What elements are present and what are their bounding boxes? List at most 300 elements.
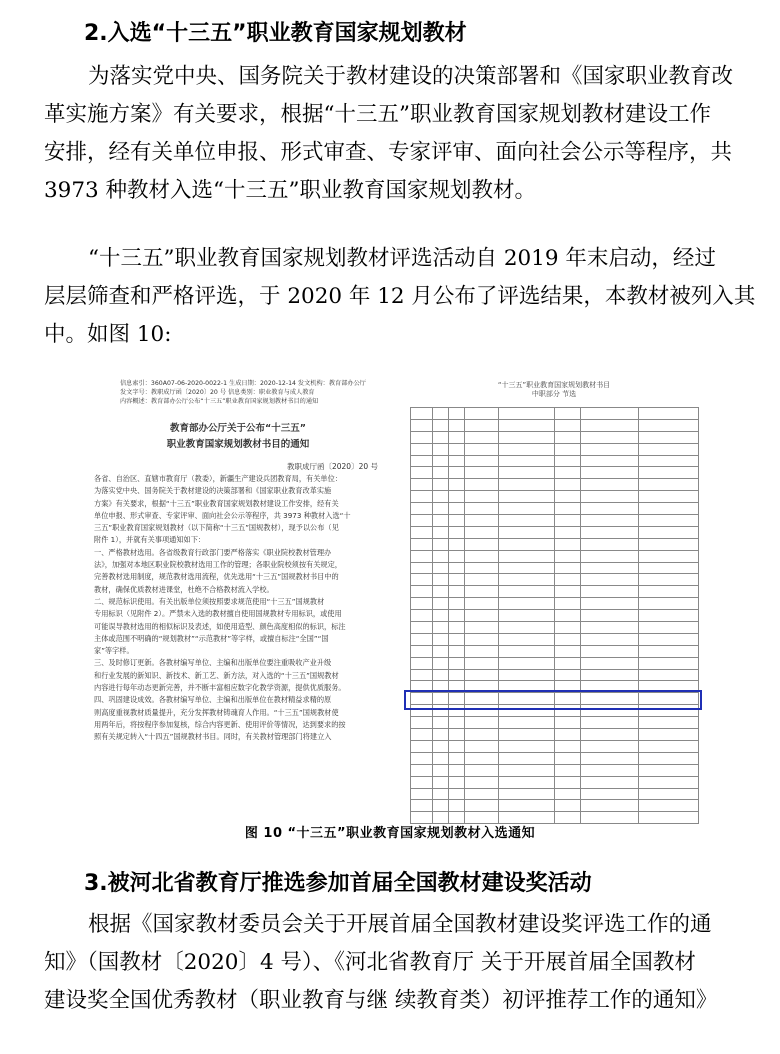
- table-cell: [465, 729, 499, 741]
- table-cell: [433, 503, 449, 515]
- table-cell: [639, 622, 699, 634]
- table-cell: [581, 633, 639, 645]
- table-cell: [639, 431, 699, 443]
- body-line: 单位申报、形式审查、专家评审、面向社会公示等程序，共 3973 种教材入选“十: [94, 510, 351, 520]
- notice-title-line-1: 教育部办公厅关于公布“十三五”: [170, 423, 306, 434]
- table-cell: [449, 550, 465, 562]
- body-line: 则高度重视教材质量提升，充分发挥教材铸魂育人作用。“十三五”国规教材使: [94, 707, 339, 717]
- section-3-heading: 3.被河北省教育厅推选参加首届全国教材建设奖活动: [84, 871, 592, 896]
- table-cell: [465, 669, 499, 681]
- list-title: “十三五”职业教育国家规划教材书目: [497, 381, 611, 389]
- table-cell: [639, 669, 699, 681]
- table-cell: [639, 550, 699, 562]
- table-cell: [639, 740, 699, 752]
- table-cell: [581, 479, 639, 491]
- table-cell: [581, 776, 639, 788]
- table-row: [411, 503, 699, 515]
- table-cell: [411, 419, 433, 431]
- table-cell: [433, 467, 449, 479]
- table-cell: [465, 467, 499, 479]
- table-cell: [449, 622, 465, 634]
- table-cell: [639, 538, 699, 550]
- body-line: 照有关规定转入“十四五”国规教材书目。同时，有关教材管理部门将建立入: [94, 732, 332, 742]
- table-cell: [581, 526, 639, 538]
- table-cell: [499, 788, 555, 800]
- table-cell: [639, 491, 699, 503]
- table-cell: [449, 467, 465, 479]
- table-cell: [411, 574, 433, 586]
- table-cell: [639, 764, 699, 776]
- meta-line: 信息索引：360A07-06-2020-0022-1 生成日期：2020-12-14 发文机构：教育部办公厅: [120, 380, 366, 387]
- body-line: 家”等字样。: [94, 646, 134, 656]
- table-cell: [465, 491, 499, 503]
- table-cell: [555, 610, 581, 622]
- table-cell: [411, 800, 433, 812]
- table-cell: [499, 431, 555, 443]
- table-cell: [581, 419, 639, 431]
- table-cell: [555, 408, 581, 420]
- table-cell: [449, 419, 465, 431]
- table-cell: [639, 515, 699, 527]
- table-cell: [581, 550, 639, 562]
- table-cell: [555, 515, 581, 527]
- table-cell: [499, 526, 555, 538]
- table-cell: [411, 752, 433, 764]
- table-cell: [411, 491, 433, 503]
- table-cell: [555, 467, 581, 479]
- table-cell: [499, 717, 555, 729]
- table-cell: [581, 408, 639, 420]
- table-cell: [639, 788, 699, 800]
- table-cell: [465, 800, 499, 812]
- table-cell: [581, 443, 639, 455]
- table-cell: [639, 657, 699, 669]
- paragraph-line: 3973 种教材入选“十三五”职业教育国家规划教材。: [44, 178, 537, 203]
- table-cell: [465, 515, 499, 527]
- table-cell: [449, 633, 465, 645]
- body-line: 用两年后，将按程序参加复核，综合内容更新、使用评价等情况，达到要求的按: [94, 719, 346, 729]
- table-cell: [411, 408, 433, 420]
- table-cell: [411, 562, 433, 574]
- table-cell: [581, 503, 639, 515]
- table-cell: [639, 562, 699, 574]
- table-cell: [555, 800, 581, 812]
- meta-line: 内容概述：教育部办公厅公布“十三五”职业教育国家规划教材书目的通知: [120, 398, 319, 405]
- table-cell: [465, 610, 499, 622]
- textbook-list-screenshot: [410, 377, 698, 795]
- table-row: [411, 645, 699, 657]
- table-cell: [581, 729, 639, 741]
- table-cell: [433, 562, 449, 574]
- table-cell: [555, 550, 581, 562]
- table-cell: [555, 657, 581, 669]
- table-cell: [433, 538, 449, 550]
- table-cell: [465, 776, 499, 788]
- table-cell: [411, 586, 433, 598]
- table-cell: [555, 764, 581, 776]
- table-cell: [449, 479, 465, 491]
- table-cell: [411, 669, 433, 681]
- table-cell: [465, 574, 499, 586]
- table-row: [411, 610, 699, 622]
- table-cell: [499, 538, 555, 550]
- table-row: [411, 550, 699, 562]
- table-cell: [411, 622, 433, 634]
- table-row: [411, 657, 699, 669]
- table-cell: [411, 633, 433, 645]
- table-row: [411, 491, 699, 503]
- table-cell: [499, 574, 555, 586]
- table-cell: [499, 598, 555, 610]
- table-cell: [411, 788, 433, 800]
- table-cell: [449, 752, 465, 764]
- table-row: [411, 752, 699, 764]
- table-cell: [639, 717, 699, 729]
- table-cell: [465, 431, 499, 443]
- table-cell: [555, 503, 581, 515]
- body-line: 三五”职业教育国家规划教材（以下简称“十三五”国规教材），现予以公布（见: [94, 523, 339, 533]
- table-cell: [555, 645, 581, 657]
- table-cell: [465, 455, 499, 467]
- paragraph-line: 知》（国教材〔2020〕4 号）、《河北省教育厅 关于开展首届全国教材: [44, 950, 696, 975]
- table-cell: [411, 479, 433, 491]
- table-cell: [555, 598, 581, 610]
- table-cell: [465, 550, 499, 562]
- table-cell: [499, 479, 555, 491]
- table-cell: [499, 633, 555, 645]
- table-cell: [433, 729, 449, 741]
- table-cell: [499, 657, 555, 669]
- table-cell: [499, 752, 555, 764]
- table-cell: [433, 455, 449, 467]
- table-cell: [499, 729, 555, 741]
- table-cell: [465, 717, 499, 729]
- table-cell: [639, 408, 699, 420]
- table-cell: [639, 610, 699, 622]
- notice-body: [94, 473, 388, 744]
- table-row: [411, 574, 699, 586]
- table-cell: [433, 550, 449, 562]
- table-cell: [449, 740, 465, 752]
- table-cell: [433, 598, 449, 610]
- table-cell: [555, 526, 581, 538]
- table-cell: [433, 776, 449, 788]
- paragraph-line: 安排，经有关单位申报、形式审查、专家评审、面向社会公示等程序，共: [44, 140, 733, 165]
- table-cell: [465, 622, 499, 634]
- table-cell: [499, 467, 555, 479]
- table-cell: [449, 408, 465, 420]
- section-2-paragraph-2: [44, 240, 756, 354]
- table-cell: [639, 598, 699, 610]
- table-cell: [639, 455, 699, 467]
- table-row: [411, 729, 699, 741]
- table-cell: [465, 526, 499, 538]
- table-cell: [555, 788, 581, 800]
- table-cell: [499, 800, 555, 812]
- table-cell: [411, 645, 433, 657]
- table-row: [411, 633, 699, 645]
- table-cell: [581, 538, 639, 550]
- table-cell: [411, 729, 433, 741]
- notice-document-screenshot: [88, 377, 388, 795]
- table-cell: [499, 491, 555, 503]
- table-row: [411, 479, 699, 491]
- meta-line: 发文字号：教职成厅函〔2020〕20 号 信息类别：职业教育与成人教育: [120, 389, 315, 396]
- table-cell: [555, 776, 581, 788]
- table-cell: [581, 455, 639, 467]
- table-cell: [499, 764, 555, 776]
- table-cell: [433, 586, 449, 598]
- table-cell: [465, 408, 499, 420]
- notice-title-line-2: 职业教育国家规划教材书目的通知: [166, 439, 310, 450]
- body-line: 为落实党中央、国务院关于教材建设的决策部署和《国家职业教育改革实施: [94, 486, 332, 496]
- table-cell: [411, 610, 433, 622]
- table-row: [411, 431, 699, 443]
- table-cell: [465, 503, 499, 515]
- table-cell: [449, 657, 465, 669]
- table-cell: [411, 764, 433, 776]
- table-cell: [449, 586, 465, 598]
- textbook-list-table: [410, 407, 699, 824]
- table-cell: [433, 657, 449, 669]
- table-row: [411, 467, 699, 479]
- table-cell: [449, 562, 465, 574]
- table-cell: [581, 740, 639, 752]
- table-cell: [555, 717, 581, 729]
- table-cell: [499, 776, 555, 788]
- table-cell: [555, 443, 581, 455]
- paragraph-line: 为落实党中央、国务院关于教材建设的决策部署和《国家职业教育改: [88, 64, 734, 89]
- table-cell: [555, 479, 581, 491]
- table-row: [411, 526, 699, 538]
- table-cell: [639, 419, 699, 431]
- table-cell: [555, 491, 581, 503]
- table-cell: [433, 431, 449, 443]
- table-cell: [411, 740, 433, 752]
- table-cell: [433, 717, 449, 729]
- body-line: 完善教材选用制度，规范教材选用流程，优先选用“十三五”国规教材书目中的: [94, 572, 339, 582]
- table-cell: [639, 800, 699, 812]
- table-cell: [555, 729, 581, 741]
- table-cell: [555, 431, 581, 443]
- table-cell: [555, 586, 581, 598]
- table-row: [411, 717, 699, 729]
- figure-10: [88, 377, 698, 795]
- table-cell: [499, 503, 555, 515]
- table-cell: [449, 574, 465, 586]
- body-line: 附件 1），并就有关事项通知如下：: [94, 535, 206, 545]
- table-cell: [433, 419, 449, 431]
- paragraph-line: 革实施方案》有关要求，根据“十三五”职业教育国家规划教材建设工作: [44, 102, 711, 127]
- table-cell: [555, 562, 581, 574]
- highlighted-entry-box: [404, 690, 702, 710]
- body-line: 可能误导教材选用的相似标识及表述，如使用造型、颜色高度相似的标识，标注: [94, 621, 346, 631]
- table-cell: [499, 515, 555, 527]
- table-row: [411, 598, 699, 610]
- table-cell: [433, 740, 449, 752]
- table-cell: [433, 443, 449, 455]
- table-cell: [411, 538, 433, 550]
- table-cell: [639, 586, 699, 598]
- table-cell: [433, 526, 449, 538]
- table-cell: [449, 645, 465, 657]
- table-cell: [555, 622, 581, 634]
- table-cell: [555, 419, 581, 431]
- paragraph-line: “十三五”职业教育国家规划教材评选活动自 2019 年末启动，经过: [88, 246, 716, 271]
- document-number: 教职成厅函〔2020〕20 号: [286, 462, 378, 471]
- table-cell: [411, 455, 433, 467]
- body-line: 四、巩固建设成效。各教材编写单位、主编和出版单位在教材精益求精的原: [94, 695, 332, 705]
- table-cell: [639, 526, 699, 538]
- table-cell: [411, 598, 433, 610]
- body-line: 二、规范标识使用。有关出版单位须按照要求规范使用“十三五”国规教材: [94, 596, 325, 606]
- table-cell: [499, 622, 555, 634]
- section-2-paragraph-1: [44, 58, 744, 210]
- table-cell: [433, 515, 449, 527]
- table-cell: [449, 503, 465, 515]
- table-row: [411, 455, 699, 467]
- table-cell: [449, 717, 465, 729]
- table-cell: [581, 562, 639, 574]
- table-cell: [465, 657, 499, 669]
- body-line: 主体或范围不明确的“规划教材”“示范教材”等字样，或擅自标注“全国”“国: [94, 633, 329, 643]
- table-cell: [465, 645, 499, 657]
- table-row: [411, 408, 699, 420]
- table-cell: [639, 467, 699, 479]
- table-cell: [555, 574, 581, 586]
- table-cell: [639, 479, 699, 491]
- body-line: 和行业发展的新知识、新技术、新工艺、新方法，对入选的“十三五”国规教材: [94, 670, 339, 680]
- table-cell: [449, 776, 465, 788]
- table-cell: [411, 443, 433, 455]
- table-cell: [639, 752, 699, 764]
- table-cell: [433, 574, 449, 586]
- section-3-paragraph: [44, 906, 744, 1020]
- table-row: [411, 538, 699, 550]
- table-cell: [639, 443, 699, 455]
- table-cell: [465, 562, 499, 574]
- table-cell: [449, 598, 465, 610]
- table-cell: [581, 431, 639, 443]
- table-cell: [581, 752, 639, 764]
- table-cell: [465, 538, 499, 550]
- table-cell: [411, 503, 433, 515]
- table-cell: [581, 788, 639, 800]
- table-cell: [581, 764, 639, 776]
- figure-caption: 图 10 “十三五”职业教育国家规划教材入选通知: [244, 826, 536, 841]
- table-cell: [465, 443, 499, 455]
- table-cell: [411, 550, 433, 562]
- table-cell: [433, 800, 449, 812]
- table-cell: [499, 610, 555, 622]
- table-cell: [433, 491, 449, 503]
- table-cell: [499, 645, 555, 657]
- table-cell: [639, 574, 699, 586]
- table-cell: [555, 538, 581, 550]
- table-cell: [499, 550, 555, 562]
- table-cell: [465, 788, 499, 800]
- table-cell: [433, 788, 449, 800]
- table-cell: [449, 788, 465, 800]
- body-line: 三、及时修订更新。各教材编写单位、主编和出版单位要注重吸收产业升级: [94, 658, 332, 668]
- body-line: 一、严格教材选用。各省级教育行政部门要严格落实《职业院校教材管理办: [94, 547, 332, 557]
- table-cell: [411, 515, 433, 527]
- table-cell: [433, 633, 449, 645]
- body-line: 专用标识（见附件 2）。严禁未入选的教材擅自使用国规教材专用标识，或使用: [94, 609, 342, 619]
- table-cell: [411, 776, 433, 788]
- table-cell: [499, 455, 555, 467]
- table-cell: [499, 740, 555, 752]
- table-cell: [449, 764, 465, 776]
- paragraph-line: 建设奖全国优秀教材（职业教育与继 续教育类）初评推荐工作的通知》: [44, 988, 718, 1013]
- table-cell: [433, 669, 449, 681]
- table-cell: [433, 645, 449, 657]
- list-subtitle: 中职部分 节选: [531, 390, 577, 398]
- table-cell: [555, 752, 581, 764]
- table-cell: [639, 645, 699, 657]
- table-cell: [499, 669, 555, 681]
- table-row: [411, 622, 699, 634]
- table-cell: [581, 586, 639, 598]
- table-cell: [433, 764, 449, 776]
- table-row: [411, 419, 699, 431]
- table-row: [411, 669, 699, 681]
- table-cell: [449, 669, 465, 681]
- table-cell: [433, 408, 449, 420]
- table-row: [411, 443, 699, 455]
- table-cell: [449, 431, 465, 443]
- table-cell: [465, 633, 499, 645]
- table-cell: [499, 586, 555, 598]
- paragraph-line: 中。如图 10:: [44, 322, 172, 347]
- table-cell: [581, 610, 639, 622]
- table-cell: [449, 443, 465, 455]
- table-cell: [465, 740, 499, 752]
- table-cell: [411, 467, 433, 479]
- table-cell: [433, 610, 449, 622]
- table-cell: [411, 526, 433, 538]
- body-line: 教材，确保优质教材进课堂，杜绝不合格教材流入学校。: [94, 584, 274, 594]
- table-cell: [581, 467, 639, 479]
- table-cell: [639, 776, 699, 788]
- table-row: [411, 740, 699, 752]
- table-cell: [449, 526, 465, 538]
- table-cell: [433, 622, 449, 634]
- table-cell: [411, 717, 433, 729]
- table-cell: [581, 800, 639, 812]
- table-row: [411, 776, 699, 788]
- table-cell: [411, 431, 433, 443]
- table-cell: [449, 610, 465, 622]
- table-cell: [581, 491, 639, 503]
- table-cell: [555, 669, 581, 681]
- table-cell: [449, 515, 465, 527]
- table-cell: [465, 419, 499, 431]
- table-cell: [581, 645, 639, 657]
- table-cell: [555, 455, 581, 467]
- table-cell: [555, 633, 581, 645]
- table-cell: [581, 717, 639, 729]
- table-cell: [581, 657, 639, 669]
- body-line: 内容进行每年动态更新完善，并不断丰富相应数字化教学资源，提供优质服务。: [94, 683, 346, 693]
- table-cell: [465, 479, 499, 491]
- table-cell: [499, 419, 555, 431]
- table-cell: [499, 562, 555, 574]
- table-cell: [499, 408, 555, 420]
- paragraph-line: 层层筛查和严格评选，于 2020 年 12 月公布了评选结果，本教材被列入其: [44, 284, 756, 309]
- table-cell: [581, 622, 639, 634]
- table-cell: [581, 515, 639, 527]
